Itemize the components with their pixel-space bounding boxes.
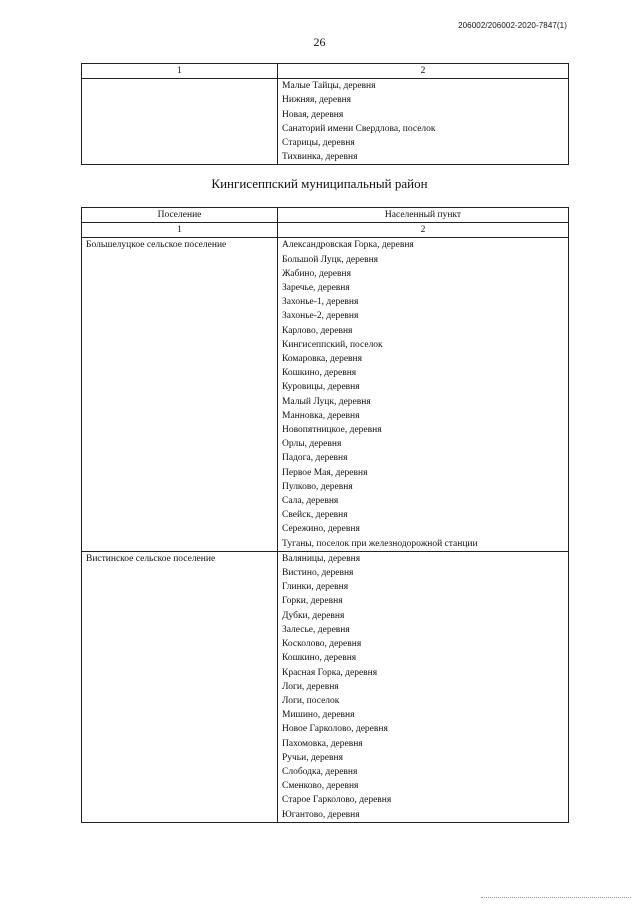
list-item: Санаторий имени Свердлова, поселок	[282, 123, 436, 134]
header-row	[82, 208, 569, 223]
table-row	[82, 238, 569, 551]
header-locality: Населенный пункт	[278, 208, 569, 223]
list-item: Сала, деревня	[282, 496, 339, 507]
locality-cell	[278, 238, 569, 551]
continuation-table	[81, 63, 569, 165]
list-item: Малый Луцк, деревня	[282, 396, 371, 407]
list-item: Пулково, деревня	[282, 481, 353, 492]
column-number-row	[82, 223, 569, 238]
list-item: Новая, деревня	[282, 109, 344, 120]
locality-cell	[278, 551, 569, 822]
list-item: Старое Гарколово, деревня	[282, 795, 392, 806]
column-number-1: 1	[82, 223, 278, 238]
list-item: Логи, деревня	[282, 681, 339, 692]
list-item: Красная Горка, деревня	[282, 667, 378, 678]
list-item: Слободка, деревня	[282, 766, 358, 777]
list-item: Горки, деревня	[282, 596, 343, 607]
column-number-row	[82, 64, 569, 79]
settlement-cell	[82, 79, 278, 165]
list-item: Жабино, деревня	[282, 268, 351, 279]
list-item: Ручьи, деревня	[282, 752, 343, 763]
list-item: Логи, поселок	[282, 695, 340, 706]
list-item: Орлы, деревня	[282, 439, 342, 450]
list-item: Мишино, деревня	[282, 710, 355, 721]
list-item: Кошкино, деревня	[282, 653, 357, 664]
list-item: Кингисеппский, поселок	[282, 339, 383, 350]
settlement-name: Большелуцкое сельское поселение	[82, 238, 278, 551]
list-item: Дубки, деревня	[282, 610, 345, 621]
column-number-1: 1	[82, 64, 278, 79]
list-item: Залесье, деревня	[282, 624, 350, 635]
list-item: Первое Мая, деревня	[282, 467, 368, 478]
list-item: Старицы, деревня	[282, 138, 355, 149]
list-item: Сменково, деревня	[282, 781, 359, 792]
list-item: Пахомовка, деревня	[282, 738, 363, 749]
list-item: Комаровка, деревня	[282, 354, 362, 365]
list-item: Куровицы, деревня	[282, 382, 360, 393]
list-item: Захонье-1, деревня	[282, 297, 359, 308]
table-row	[82, 79, 569, 165]
list-item: Туганы, поселок при железнодорожной станции	[282, 538, 478, 549]
list-item: Вистино, деревня	[282, 568, 354, 579]
list-item: Малые Тайцы, деревня	[282, 81, 376, 92]
document-id: 206002/206002-2020-7847(1)	[458, 21, 567, 30]
column-number-2: 2	[278, 223, 569, 238]
settlements-table	[81, 207, 569, 823]
list-item: Валяницы, деревня	[282, 553, 361, 564]
scan-artifact-line	[481, 897, 631, 899]
list-item: Карлово, деревня	[282, 325, 353, 336]
list-item: Новопятницкое, деревня	[282, 425, 382, 436]
list-item: Тихвинка, деревня	[282, 152, 358, 163]
list-item: Александровская Горка, деревня	[282, 240, 414, 251]
list-item: Большой Луцк, деревня	[282, 254, 379, 265]
locality-cell	[278, 79, 569, 165]
district-title: Кингисеппский муниципальный район	[211, 176, 428, 191]
list-item: Манновка, деревня	[282, 410, 360, 421]
settlement-name: Вистинское сельское поселение	[82, 551, 278, 822]
column-number-2: 2	[278, 64, 569, 79]
table-row	[82, 551, 569, 822]
list-item: Заречье, деревня	[282, 283, 350, 294]
list-item: Свейск, деревня	[282, 510, 348, 521]
list-item: Косколово, деревня	[282, 639, 362, 650]
list-item: Сережино, деревня	[282, 524, 360, 535]
list-item: Новое Гарколово, деревня	[282, 724, 388, 735]
list-item: Захонье-2, деревня	[282, 311, 359, 322]
header-settlement: Поселение	[82, 208, 278, 223]
list-item: Глинки, деревня	[282, 582, 349, 593]
list-item: Кошкино, деревня	[282, 368, 357, 379]
list-item: Югантово, деревня	[282, 809, 360, 820]
list-item: Нижняя, деревня	[282, 95, 352, 106]
page-number: 26	[313, 35, 326, 49]
list-item: Падога, деревня	[282, 453, 348, 464]
